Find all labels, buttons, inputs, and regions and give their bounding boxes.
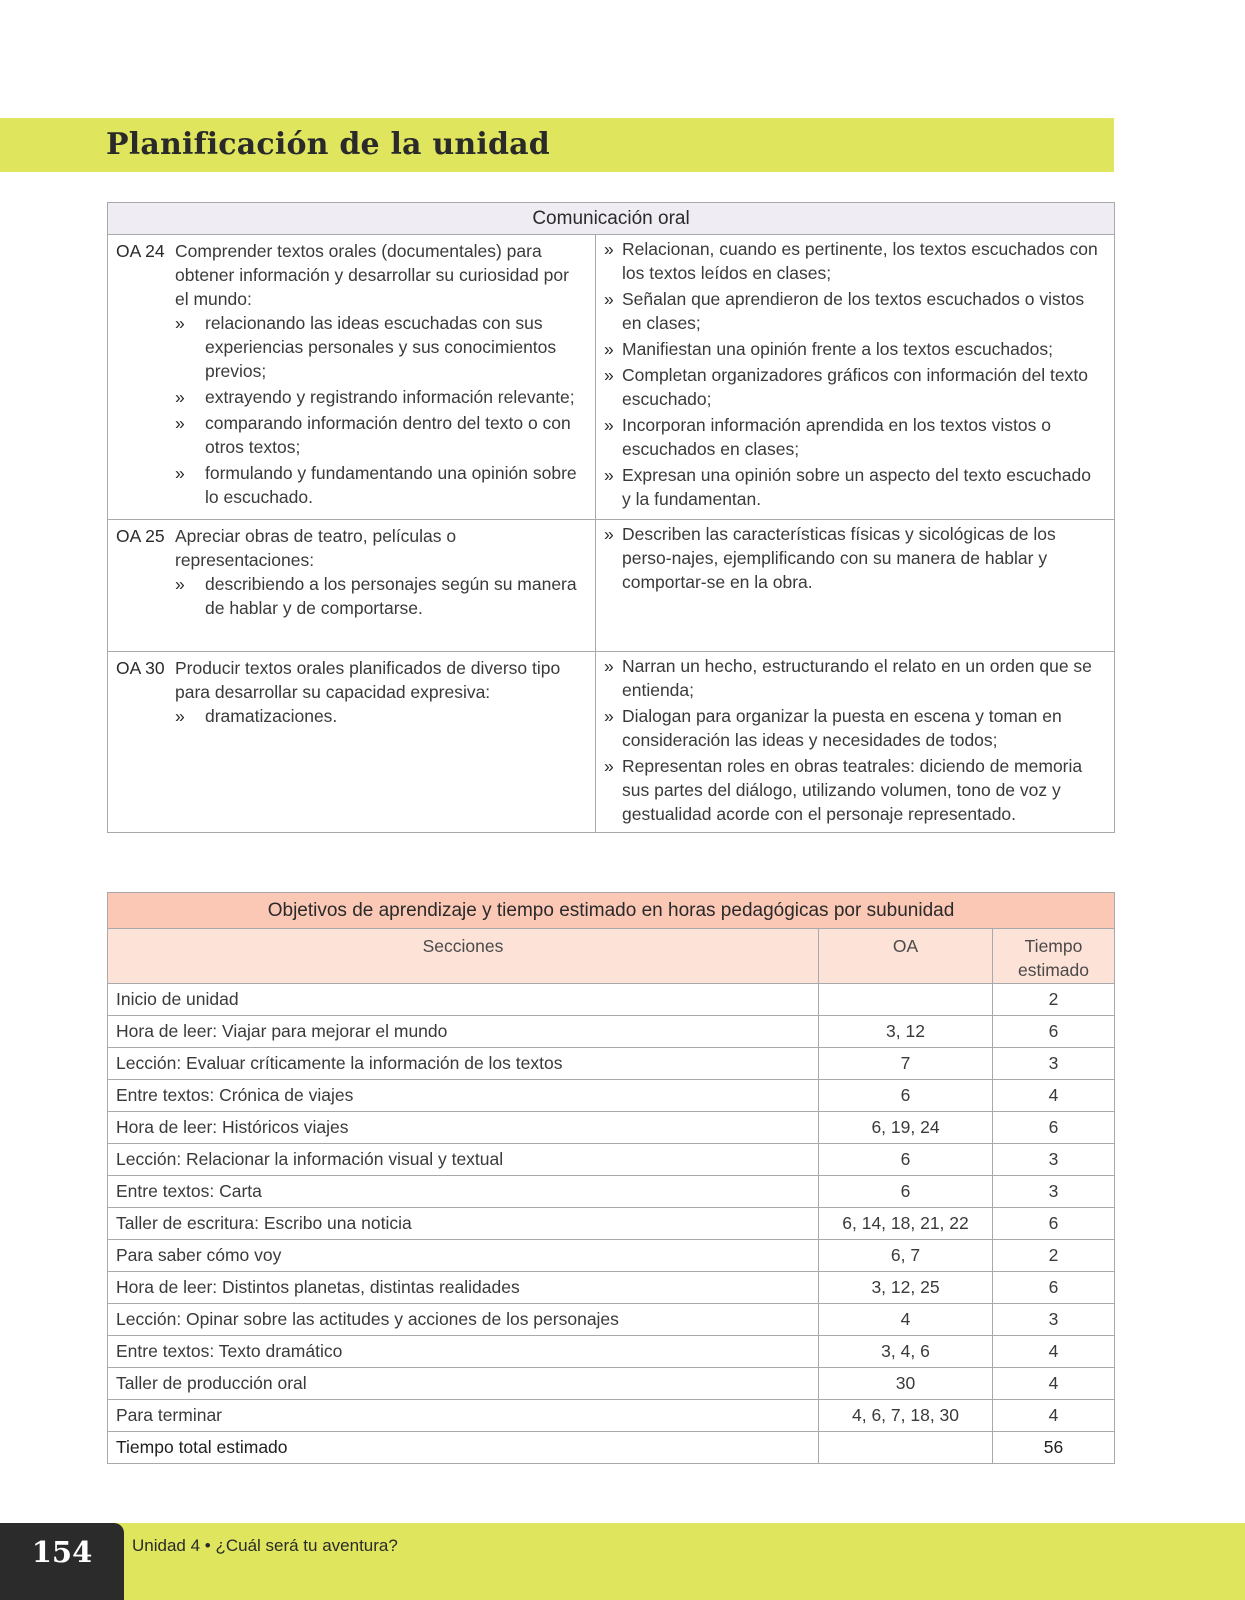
seccion-cell: Taller de escritura: Escribo una noticia bbox=[108, 1208, 819, 1240]
comunicacion-oral-table bbox=[107, 202, 1115, 833]
tiempo-cell: 6 bbox=[993, 1112, 1115, 1144]
oa-code: OA 25 bbox=[116, 526, 165, 546]
table-row bbox=[108, 984, 1115, 1016]
seccion-cell: Entre textos: Carta bbox=[108, 1176, 819, 1208]
oa-indicators-cell bbox=[596, 520, 1115, 652]
page-number-box bbox=[0, 1523, 124, 1600]
tiempo-cell: 4 bbox=[993, 1336, 1115, 1368]
total-row bbox=[108, 1432, 1115, 1464]
tiempo-cell: 4 bbox=[993, 1080, 1115, 1112]
oa-cell: 6 bbox=[819, 1176, 993, 1208]
oa-cell: 6, 14, 18, 21, 22 bbox=[819, 1208, 993, 1240]
seccion-cell: Taller de producción oral bbox=[108, 1368, 819, 1400]
indicator-item: » Completan organizadores gráficos con información del texto escuchado; bbox=[604, 363, 1104, 411]
tiempo-cell: 6 bbox=[993, 1208, 1115, 1240]
oa-cell: 3, 4, 6 bbox=[819, 1336, 993, 1368]
oa-cell: 3, 12 bbox=[819, 1016, 993, 1048]
page-title: Planificación de la unidad bbox=[106, 127, 550, 162]
objetivos-table bbox=[107, 892, 1115, 1464]
tiempo-cell: 4 bbox=[993, 1368, 1115, 1400]
tiempo-cell: 6 bbox=[993, 1272, 1115, 1304]
seccion-cell: Lección: Relacionar la información visual y textual bbox=[108, 1144, 819, 1176]
oa-cell: 7 bbox=[819, 1048, 993, 1080]
oa-row bbox=[108, 652, 1115, 833]
tiempo-cell: 2 bbox=[993, 984, 1115, 1016]
oa-cell bbox=[819, 984, 993, 1016]
table-row bbox=[108, 1240, 1115, 1272]
footer-band bbox=[0, 1523, 1245, 1600]
table-row bbox=[108, 1400, 1115, 1432]
oa-subitem: » dramatizaciones. bbox=[175, 704, 585, 728]
oa-subitems bbox=[175, 572, 585, 620]
oa-row bbox=[108, 520, 1115, 652]
oa-cell: 4 bbox=[819, 1304, 993, 1336]
oa-objective-cell bbox=[108, 520, 596, 652]
seccion-cell: Hora de leer: Distintos planetas, distintas realidades bbox=[108, 1272, 819, 1304]
oa-text: Producir textos orales planificados de diverso tipo para desarrollar su capacidad expresiva: bbox=[175, 658, 561, 702]
seccion-cell: Entre textos: Crónica de viajes bbox=[108, 1080, 819, 1112]
indicator-list bbox=[604, 237, 1104, 511]
table-row bbox=[108, 1144, 1115, 1176]
tiempo-cell: 3 bbox=[993, 1144, 1115, 1176]
oa-cell: 4, 6, 7, 18, 30 bbox=[819, 1400, 993, 1432]
table-row bbox=[108, 1272, 1115, 1304]
column-header-tiempo: Tiempo estimado bbox=[993, 929, 1115, 984]
seccion-cell: Lección: Opinar sobre las actitudes y acciones de los personajes bbox=[108, 1304, 819, 1336]
indicator-item: » Describen las características físicas y sicológicas de los perso-najes, ejemplificando con su manera de hablar y comportar-se en la obra. bbox=[604, 522, 1104, 594]
oa-subitem: » describiendo a los personajes según su manera de hablar y de comportarse. bbox=[175, 572, 585, 620]
column-header-secciones: Secciones bbox=[108, 929, 819, 984]
seccion-cell: Inicio de unidad bbox=[108, 984, 819, 1016]
title-band bbox=[0, 118, 1114, 172]
tiempo-cell: 6 bbox=[993, 1016, 1115, 1048]
oa-text: Apreciar obras de teatro, películas o representaciones: bbox=[175, 526, 457, 570]
oa-cell: 3, 12, 25 bbox=[819, 1272, 993, 1304]
column-header-oa: OA bbox=[819, 929, 993, 984]
oa-indicators-cell bbox=[596, 235, 1115, 520]
table-row bbox=[108, 1112, 1115, 1144]
oa-cell: 6 bbox=[819, 1144, 993, 1176]
comunicacion-oral-header: Comunicación oral bbox=[108, 203, 1115, 235]
seccion-cell: Lección: Evaluar críticamente la información de los textos bbox=[108, 1048, 819, 1080]
indicator-item: » Relacionan, cuando es pertinente, los textos escuchados con los textos leídos en clases; bbox=[604, 237, 1104, 285]
objetivos-header: Objetivos de aprendizaje y tiempo estimado en horas pedagógicas por subunidad bbox=[108, 893, 1115, 929]
seccion-cell: Para saber cómo voy bbox=[108, 1240, 819, 1272]
oa-indicators-cell bbox=[596, 652, 1115, 833]
indicator-list bbox=[604, 654, 1104, 826]
oa-subitems bbox=[175, 704, 585, 728]
table-row bbox=[108, 1304, 1115, 1336]
oa-code: OA 30 bbox=[116, 658, 165, 678]
oa-subitems bbox=[175, 311, 585, 509]
table-row bbox=[108, 1368, 1115, 1400]
seccion-cell: Hora de leer: Viajar para mejorar el mundo bbox=[108, 1016, 819, 1048]
tiempo-cell: 4 bbox=[993, 1400, 1115, 1432]
indicator-item: » Narran un hecho, estructurando el relato en un orden que se entienda; bbox=[604, 654, 1104, 702]
footer-unit-title: Unidad 4 • ¿Cuál será tu aventura? bbox=[132, 1536, 398, 1555]
seccion-cell: Para terminar bbox=[108, 1400, 819, 1432]
indicator-item: » Incorporan información aprendida en los textos vistos o escuchados en clases; bbox=[604, 413, 1104, 461]
oa-cell: 6 bbox=[819, 1080, 993, 1112]
table-row bbox=[108, 1336, 1115, 1368]
table-row bbox=[108, 1176, 1115, 1208]
table-row bbox=[108, 1208, 1115, 1240]
oa-subitem: » formulando y fundamentando una opinión sobre lo escuchado. bbox=[175, 461, 585, 509]
oa-code: OA 24 bbox=[116, 241, 165, 261]
page-number: 154 bbox=[31, 1535, 93, 1569]
table-row bbox=[108, 1048, 1115, 1080]
oa-objective-cell bbox=[108, 235, 596, 520]
indicator-item: » Expresan una opinión sobre un aspecto del texto escuchado y la fundamentan. bbox=[604, 463, 1104, 511]
oa-cell: 6, 19, 24 bbox=[819, 1112, 993, 1144]
tiempo-cell: 2 bbox=[993, 1240, 1115, 1272]
oa-objective-cell bbox=[108, 652, 596, 833]
table-row bbox=[108, 1016, 1115, 1048]
total-label: Tiempo total estimado bbox=[108, 1432, 819, 1464]
oa-subitem: » comparando información dentro del texto o con otros textos; bbox=[175, 411, 585, 459]
indicator-item: » Dialogan para organizar la puesta en escena y toman en consideración las ideas y necesidades de todos; bbox=[604, 704, 1104, 752]
indicator-item: » Representan roles en obras teatrales: diciendo de memoria sus partes del diálogo, utilizando volumen, tono de voz y gestualidad acorde con el personaje representado. bbox=[604, 754, 1104, 826]
table-row bbox=[108, 1080, 1115, 1112]
oa-text: Comprender textos orales (documentales) para obtener información y desarrollar su curiosidad por el mundo: bbox=[175, 241, 569, 309]
seccion-cell: Entre textos: Texto dramático bbox=[108, 1336, 819, 1368]
indicator-item: » Señalan que aprendieron de los textos escuchados o vistos en clases; bbox=[604, 287, 1104, 335]
indicator-item: » Manifiestan una opinión frente a los textos escuchados; bbox=[604, 337, 1104, 361]
tiempo-cell: 3 bbox=[993, 1176, 1115, 1208]
oa-cell: 6, 7 bbox=[819, 1240, 993, 1272]
oa-subitem: » extrayendo y registrando información relevante; bbox=[175, 385, 585, 409]
oa-cell: 30 bbox=[819, 1368, 993, 1400]
tiempo-cell: 3 bbox=[993, 1304, 1115, 1336]
total-time: 56 bbox=[993, 1432, 1115, 1464]
seccion-cell: Hora de leer: Históricos viajes bbox=[108, 1112, 819, 1144]
tiempo-cell: 3 bbox=[993, 1048, 1115, 1080]
oa-subitem: » relacionando las ideas escuchadas con sus experiencias personales y sus conocimientos previos; bbox=[175, 311, 585, 383]
objetivos-body bbox=[108, 984, 1115, 1432]
indicator-list bbox=[604, 522, 1104, 594]
oa-row bbox=[108, 235, 1115, 520]
total-oa bbox=[819, 1432, 993, 1464]
